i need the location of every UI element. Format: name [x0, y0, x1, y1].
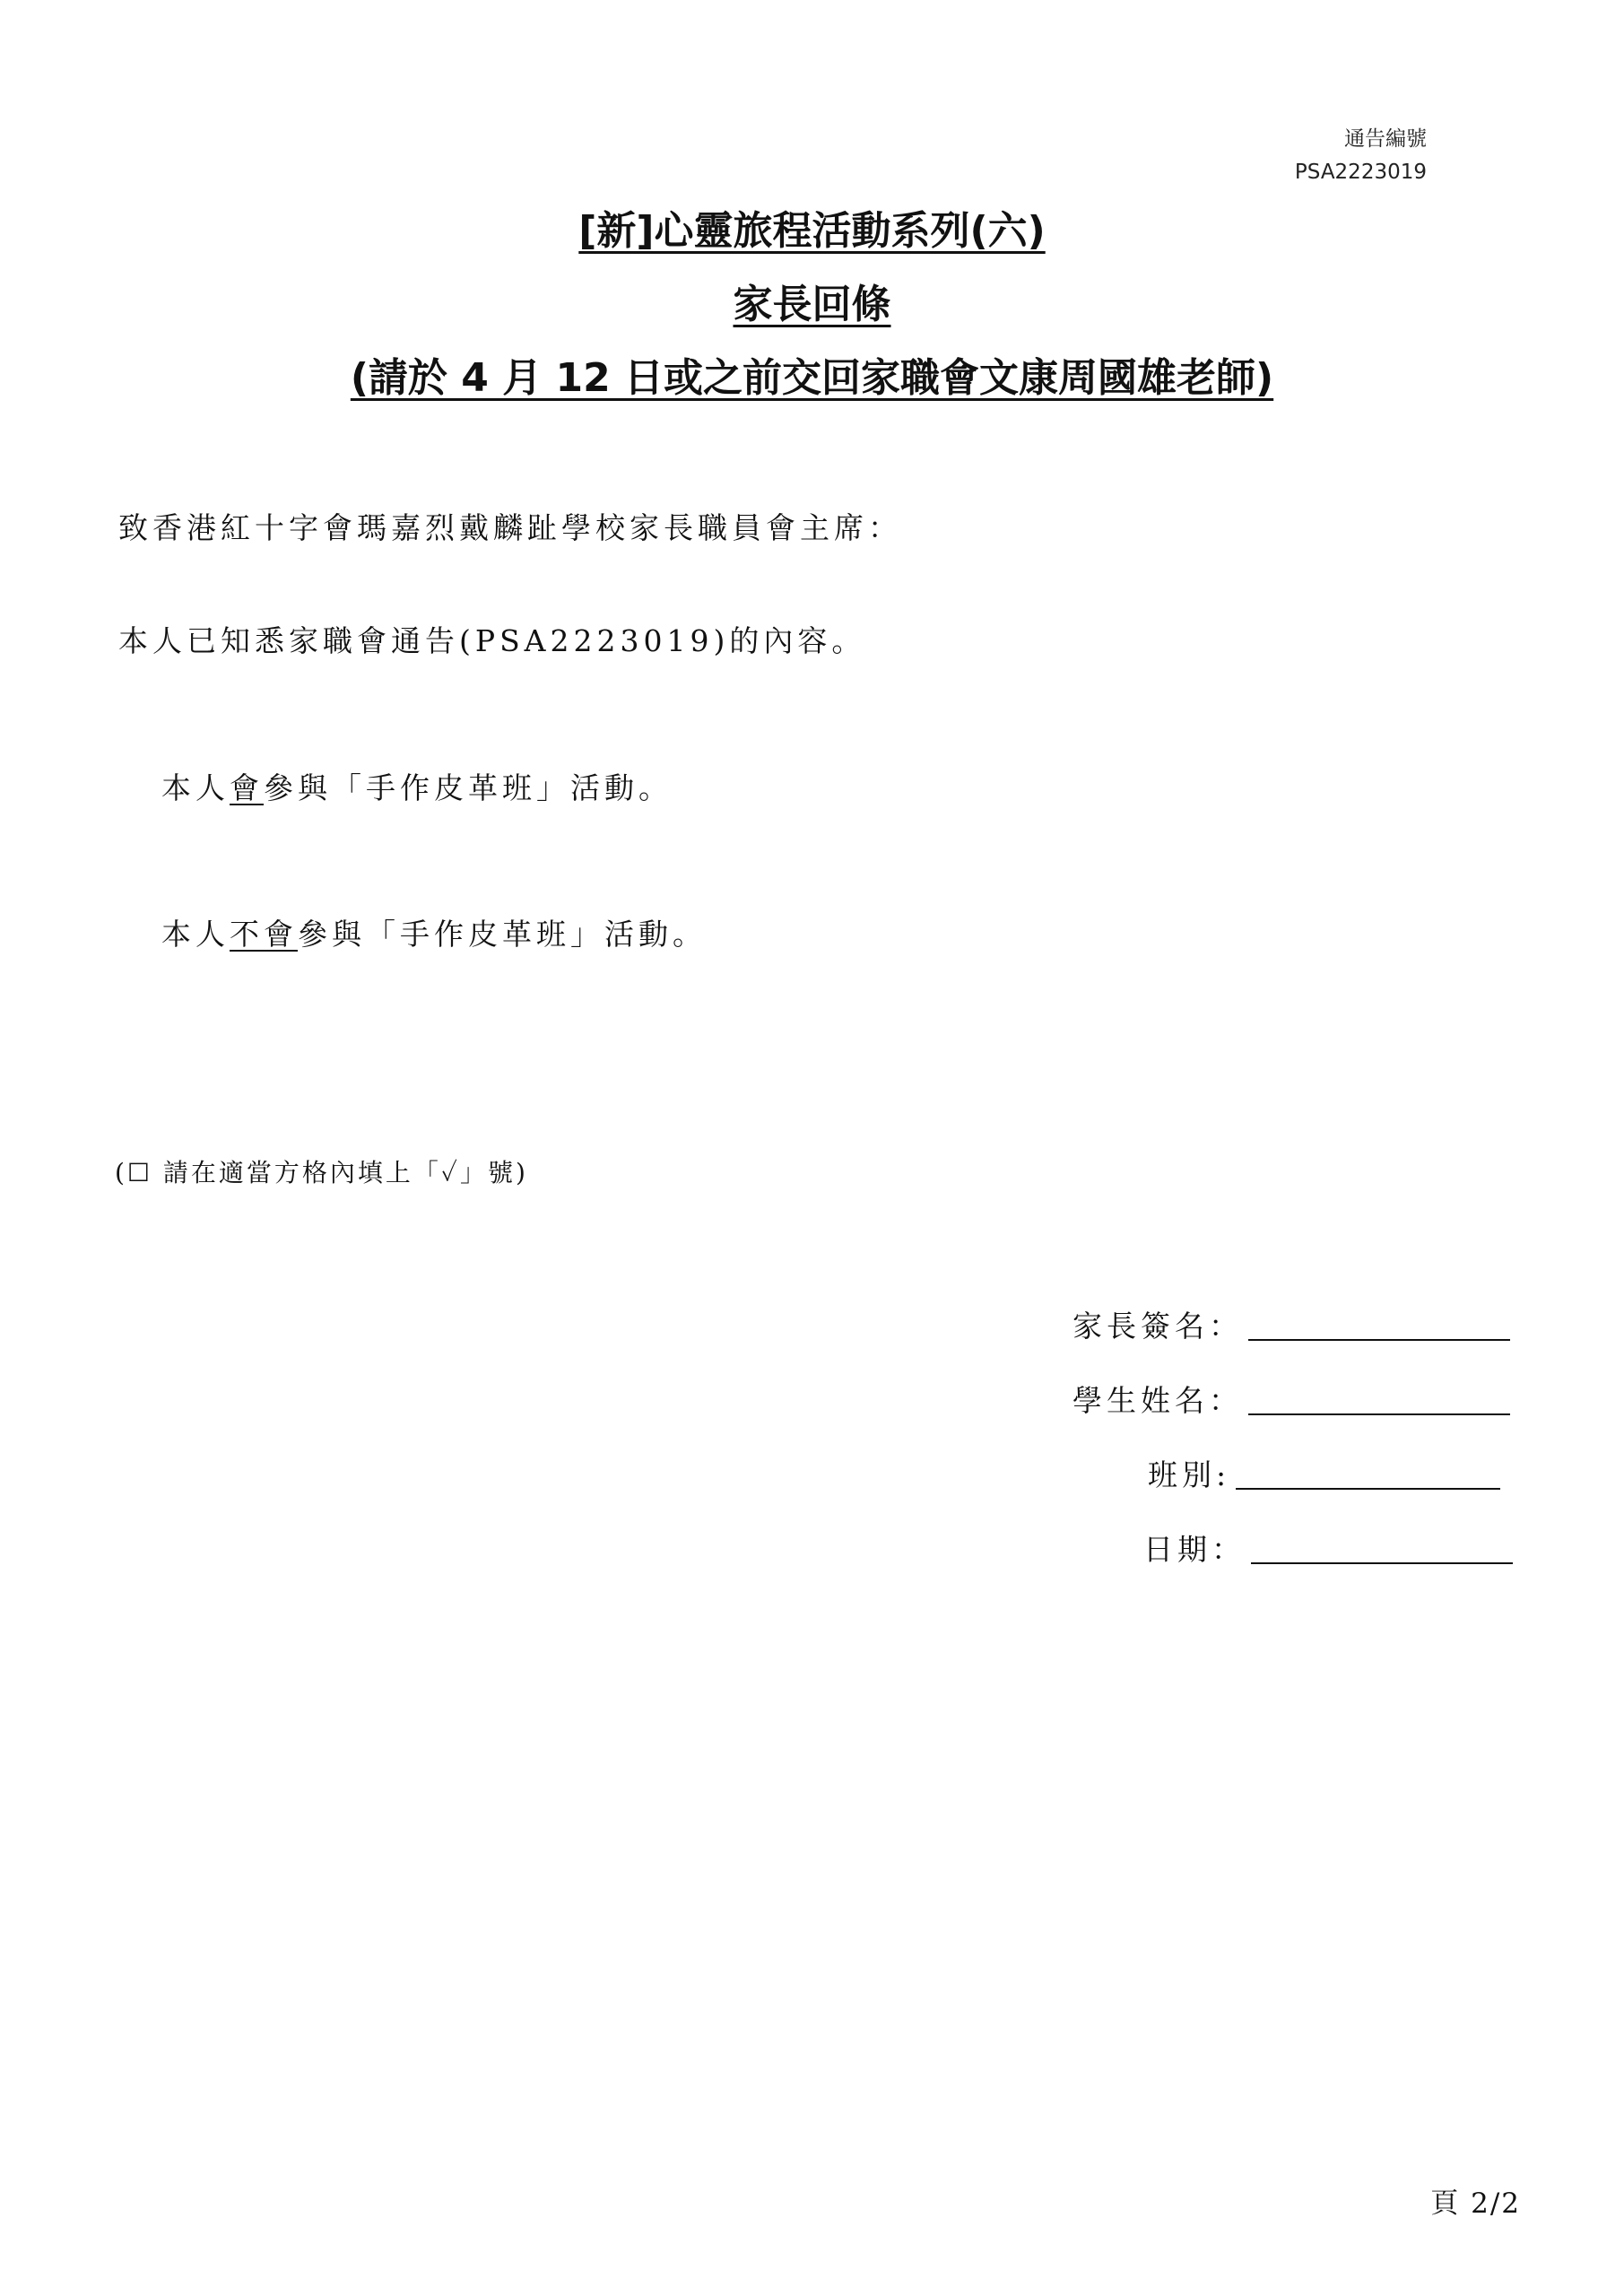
- student-name-field[interactable]: [1248, 1413, 1510, 1415]
- notice-number-value: PSA2223019: [1294, 161, 1427, 184]
- acknowledgement-line: 本人已知悉家職會通告(PSA2223019)的內容。: [118, 623, 866, 658]
- class-label: 班別:: [1148, 1457, 1231, 1492]
- student-name-row: [1073, 1383, 1510, 1418]
- date-field[interactable]: [1251, 1562, 1513, 1564]
- return-instruction-text: (請於 4 月 12 日或之前交回家職會文康周國雄老師): [350, 355, 1274, 401]
- student-name-label: 學生姓名：: [1073, 1383, 1243, 1418]
- return-instruction: [0, 355, 1624, 401]
- reply-slip-heading-text: 家長回條: [733, 282, 891, 327]
- option-prefix: 本人: [161, 917, 230, 952]
- option-will-attend: [161, 770, 673, 805]
- date-label: 日期：: [1143, 1532, 1246, 1567]
- class-field[interactable]: [1236, 1488, 1500, 1490]
- option-suffix: 參與「手作皮革班」活動。: [264, 770, 673, 805]
- option-emphasis: 不會: [230, 917, 298, 952]
- parent-signature-row: [1073, 1309, 1510, 1344]
- option-suffix: 參與「手作皮革班」活動。: [298, 917, 707, 952]
- parent-signature-label: 家長簽名：: [1073, 1309, 1243, 1344]
- page-number: 頁 2/2: [1430, 2187, 1521, 2220]
- reply-slip-heading: [0, 282, 1624, 327]
- class-row: [1148, 1457, 1500, 1492]
- option-prefix: 本人: [161, 770, 230, 805]
- addressee-line: 致香港紅十字會瑪嘉烈戴麟趾學校家長職員會主席：: [118, 510, 902, 545]
- parent-signature-field[interactable]: [1248, 1339, 1510, 1341]
- date-row: [1143, 1532, 1513, 1567]
- option-emphasis: 會: [230, 770, 264, 805]
- notice-number-label: 通告編號: [1344, 127, 1427, 151]
- option-will-not-attend: [161, 917, 707, 952]
- document-title: [0, 208, 1624, 254]
- document-title-text: [新]心靈旅程活動系列(六): [578, 208, 1046, 254]
- checkbox-instruction: (☐ 請在適當方格內填上「✓」號): [115, 1158, 528, 1187]
